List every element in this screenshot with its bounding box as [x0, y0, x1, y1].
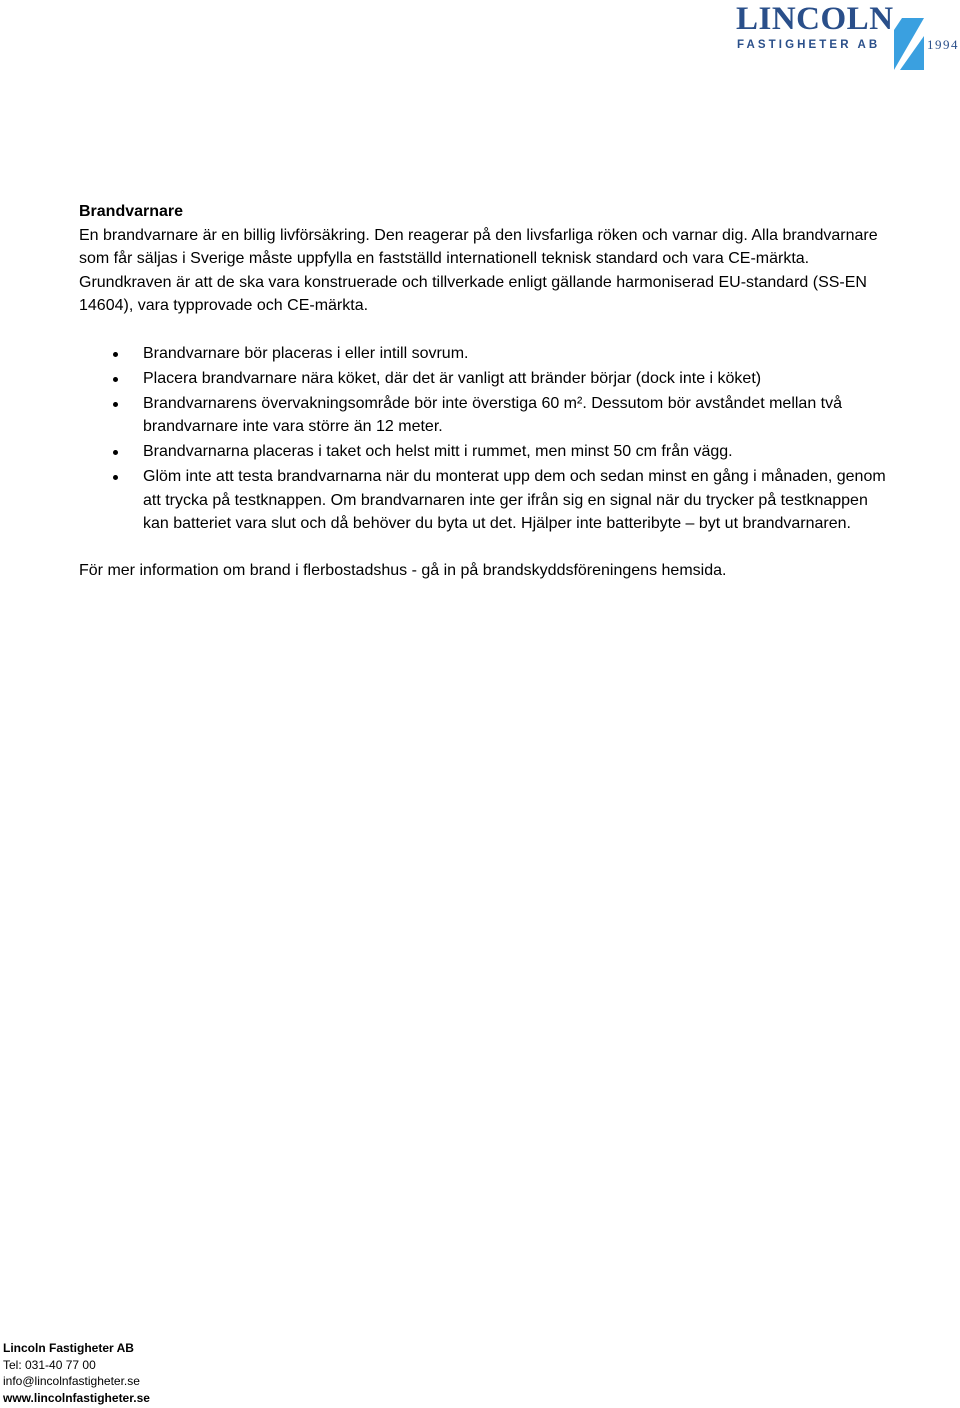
list-item-text: Placera brandvarnare nära köket, där det är vanligt att bränder börjar (dock inte i köket) [143, 369, 762, 387]
list-item-text: Brandvarnarna placeras i taket och helst mitt i rummet, men minst 50 cm från vägg. [143, 443, 733, 460]
article-heading: Brandvarnare [79, 203, 184, 220]
bullet-icon [113, 402, 118, 407]
logo-subtitle: FASTIGHETER AB [737, 39, 881, 51]
bullet-icon [113, 377, 118, 382]
list-item-text: Glöm inte att testa brandvarnarna när du monterat upp dem och sedan minst en gång i månaden, genom att trycka på testknappen. Om brandvarnaren inte ger ifrån sig en signal när du trycker på testknappen kan batteriet vara slut och då behöver du byta ut det. Hjälper inte batteribyte – byt ut brandvarnaren. [143, 468, 886, 532]
bullet-icon [113, 352, 118, 357]
footer-phone: Tel: 031-40 77 00 [3, 1357, 96, 1372]
footer [3, 1340, 150, 1406]
footer-website-link[interactable]: www.lincolnfastigheter.se [3, 1390, 150, 1405]
list-item [79, 342, 891, 366]
bullet-icon [113, 475, 118, 480]
bullet-list [79, 342, 891, 536]
list-item [79, 367, 891, 391]
logo-year: 1994 [927, 37, 959, 52]
list-item [79, 440, 891, 464]
more-info-paragraph: För mer information om brand i flerbostadshus - gå in på brandskyddsföreningens hemsida. [79, 561, 727, 579]
footer-email[interactable]: info@lincolnfastigheter.se [3, 1374, 140, 1388]
intro-paragraph: En brandvarnare är en billig livförsäkring. Den reagerar på den livsfarliga röken och varnar dig. Alla brandvarnare som får säljas i Sverige måste uppfylla en fastställd internationell teknisk standard och vara CE-märkta. Grundkraven är att de ska vara konstruerade och tillverkade enligt gällande harmoniserad EU-standard (SS-EN 14604), vara typprovade och CE-märkta. [79, 226, 878, 314]
article [79, 200, 891, 582]
list-item-text: Brandvarnarens övervakningsområde bör inte överstiga 60 m². Dessutom bör avståndet mellan två brandvarnare inte vara större än 12 meter. [143, 394, 843, 435]
logo-name: LINCOLN [736, 1, 894, 37]
bullet-icon [113, 450, 118, 455]
list-item [79, 465, 891, 536]
company-logo [734, 2, 960, 72]
footer-company: Lincoln Fastigheter AB [3, 1341, 134, 1355]
list-item [79, 392, 891, 439]
list-item-text: Brandvarnare bör placeras i eller intill sovrum. [143, 344, 469, 362]
logo-mark-icon [892, 16, 926, 72]
